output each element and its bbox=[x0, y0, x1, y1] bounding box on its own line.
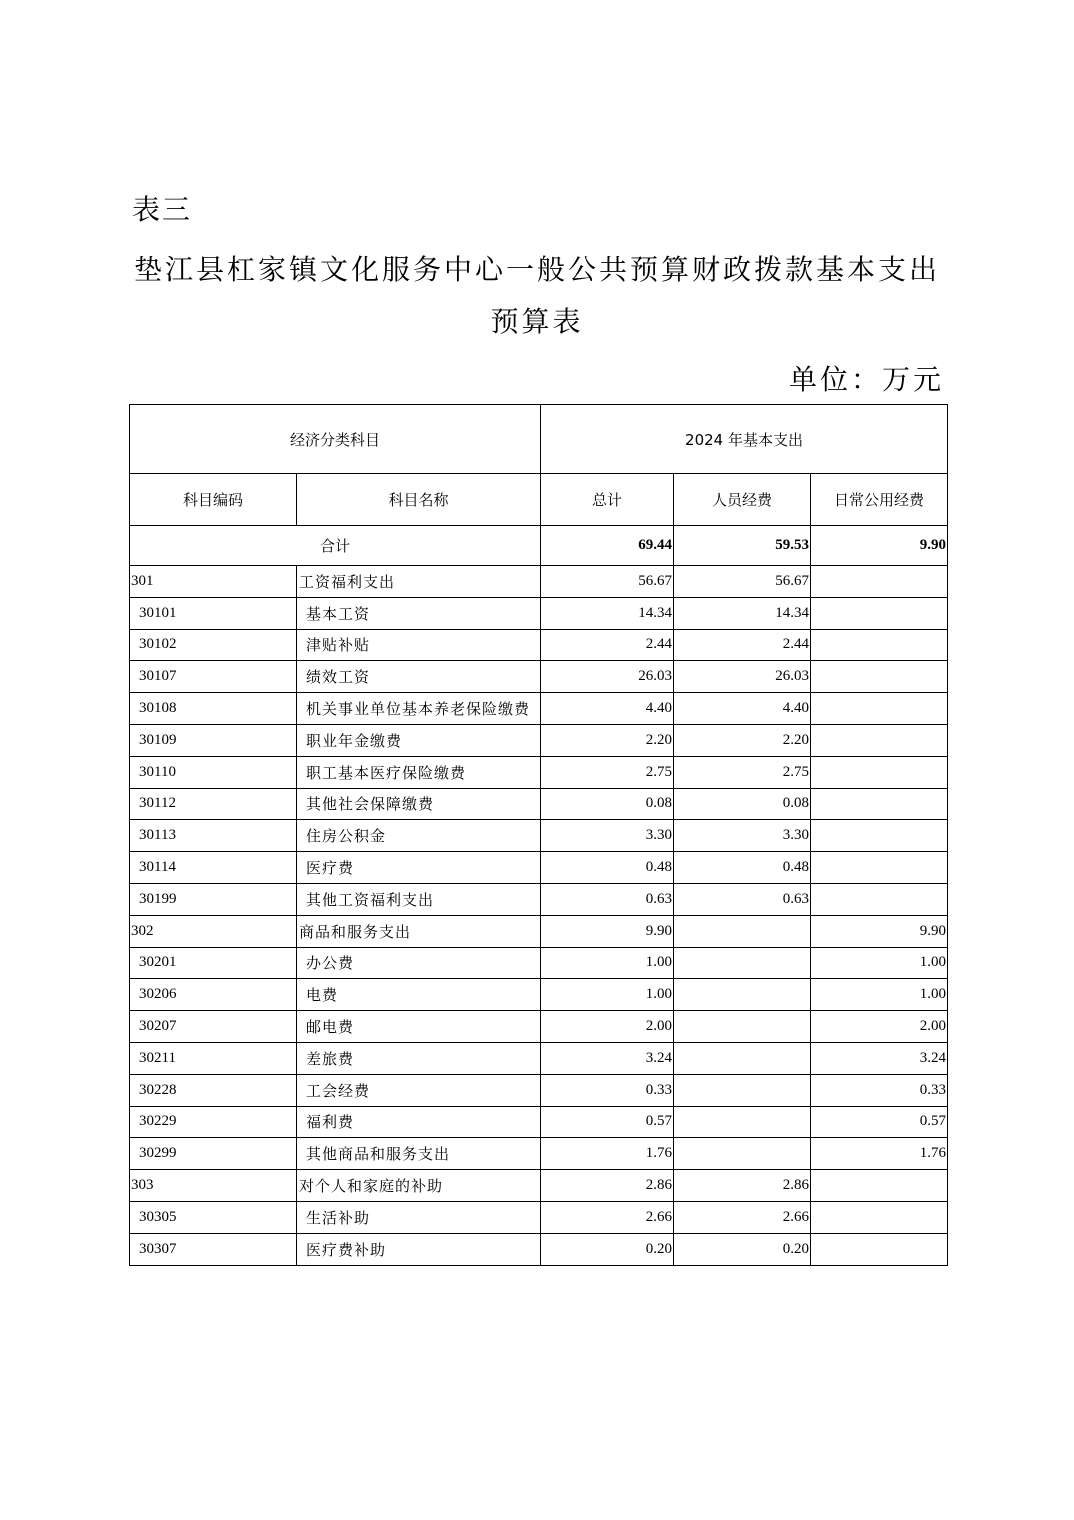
row-total: 0.63 bbox=[541, 883, 674, 915]
row-public bbox=[811, 724, 948, 756]
table-row bbox=[130, 1201, 948, 1233]
row-total: 2.86 bbox=[541, 1170, 674, 1202]
row-public: 1.00 bbox=[811, 947, 948, 979]
document-title-line2: 预算表 bbox=[490, 305, 584, 338]
row-personnel bbox=[674, 1011, 811, 1043]
row-name: 职业年金缴费 bbox=[297, 724, 541, 756]
row-code: 30229 bbox=[130, 1106, 297, 1138]
row-code: 30211 bbox=[130, 1042, 297, 1074]
row-public: 3.24 bbox=[811, 1042, 948, 1074]
row-public bbox=[811, 597, 948, 629]
row-personnel bbox=[674, 1106, 811, 1138]
row-code: 30109 bbox=[130, 724, 297, 756]
row-code: 303 bbox=[130, 1170, 297, 1202]
row-personnel: 2.66 bbox=[674, 1201, 811, 1233]
row-public bbox=[811, 883, 948, 915]
row-personnel: 56.67 bbox=[674, 566, 811, 598]
row-code: 30107 bbox=[130, 661, 297, 693]
row-code: 30206 bbox=[130, 979, 297, 1011]
row-public: 0.57 bbox=[811, 1106, 948, 1138]
row-personnel: 0.20 bbox=[674, 1233, 811, 1265]
row-public bbox=[811, 629, 948, 661]
table-row bbox=[130, 1138, 948, 1170]
row-name: 基本工资 bbox=[297, 597, 541, 629]
row-total: 2.00 bbox=[541, 1011, 674, 1043]
row-name: 商品和服务支出 bbox=[297, 915, 541, 947]
row-name: 生活补助 bbox=[297, 1201, 541, 1233]
row-personnel bbox=[674, 1138, 811, 1170]
table-row bbox=[130, 788, 948, 820]
row-name: 工资福利支出 bbox=[297, 566, 541, 598]
row-public bbox=[811, 661, 948, 693]
row-name: 绩效工资 bbox=[297, 661, 541, 693]
table-row bbox=[130, 693, 948, 725]
row-total: 3.24 bbox=[541, 1042, 674, 1074]
row-total: 14.34 bbox=[541, 597, 674, 629]
row-name: 住房公积金 bbox=[297, 820, 541, 852]
table-row bbox=[130, 947, 948, 979]
row-name: 机关事业单位基本养老保险缴费 bbox=[297, 693, 541, 725]
row-code: 30112 bbox=[130, 788, 297, 820]
row-code: 30102 bbox=[130, 629, 297, 661]
row-code: 30305 bbox=[130, 1201, 297, 1233]
table-row bbox=[130, 852, 948, 884]
row-public bbox=[811, 1170, 948, 1202]
row-code: 302 bbox=[130, 915, 297, 947]
table-row bbox=[130, 661, 948, 693]
row-total: 0.33 bbox=[541, 1074, 674, 1106]
row-personnel: 14.34 bbox=[674, 597, 811, 629]
row-total: 2.20 bbox=[541, 724, 674, 756]
row-personnel: 2.86 bbox=[674, 1170, 811, 1202]
header-row-2 bbox=[130, 474, 948, 526]
row-total: 3.30 bbox=[541, 820, 674, 852]
row-code: 30201 bbox=[130, 947, 297, 979]
row-total: 0.57 bbox=[541, 1106, 674, 1138]
row-public: 1.76 bbox=[811, 1138, 948, 1170]
row-code: 30299 bbox=[130, 1138, 297, 1170]
row-total: 0.48 bbox=[541, 852, 674, 884]
row-code: 30110 bbox=[130, 756, 297, 788]
table-row bbox=[130, 629, 948, 661]
header-name: 科目名称 bbox=[297, 474, 541, 526]
row-personnel bbox=[674, 979, 811, 1011]
row-public bbox=[811, 1233, 948, 1265]
row-name: 对个人和家庭的补助 bbox=[297, 1170, 541, 1202]
row-name: 差旅费 bbox=[297, 1042, 541, 1074]
row-name: 工会经费 bbox=[297, 1074, 541, 1106]
row-name: 医疗费 bbox=[297, 852, 541, 884]
row-name: 其他工资福利支出 bbox=[297, 883, 541, 915]
row-total: 2.44 bbox=[541, 629, 674, 661]
row-total: 4.40 bbox=[541, 693, 674, 725]
row-total: 0.08 bbox=[541, 788, 674, 820]
table-row bbox=[130, 1042, 948, 1074]
row-public bbox=[811, 1201, 948, 1233]
row-public: 2.00 bbox=[811, 1011, 948, 1043]
row-name: 福利费 bbox=[297, 1106, 541, 1138]
row-code: 30113 bbox=[130, 820, 297, 852]
table-row bbox=[130, 756, 948, 788]
row-code: 301 bbox=[130, 566, 297, 598]
row-code: 30207 bbox=[130, 1011, 297, 1043]
table-row bbox=[130, 883, 948, 915]
row-personnel bbox=[674, 1042, 811, 1074]
sum-label: 合计 bbox=[130, 526, 541, 566]
row-total: 2.75 bbox=[541, 756, 674, 788]
row-code: 30228 bbox=[130, 1074, 297, 1106]
row-name: 办公费 bbox=[297, 947, 541, 979]
row-public: 0.33 bbox=[811, 1074, 948, 1106]
row-public bbox=[811, 756, 948, 788]
row-public: 1.00 bbox=[811, 979, 948, 1011]
row-personnel: 4.40 bbox=[674, 693, 811, 725]
header-public: 日常公用经费 bbox=[811, 474, 948, 526]
row-public bbox=[811, 566, 948, 598]
row-public bbox=[811, 788, 948, 820]
header-personnel: 人员经费 bbox=[674, 474, 811, 526]
row-name: 津贴补贴 bbox=[297, 629, 541, 661]
row-personnel bbox=[674, 915, 811, 947]
row-name: 职工基本医疗保险缴费 bbox=[297, 756, 541, 788]
row-personnel: 2.44 bbox=[674, 629, 811, 661]
row-total: 1.76 bbox=[541, 1138, 674, 1170]
table-row bbox=[130, 597, 948, 629]
row-personnel bbox=[674, 947, 811, 979]
row-total: 0.20 bbox=[541, 1233, 674, 1265]
row-total: 1.00 bbox=[541, 947, 674, 979]
row-code: 30307 bbox=[130, 1233, 297, 1265]
row-code: 30101 bbox=[130, 597, 297, 629]
row-personnel: 2.20 bbox=[674, 724, 811, 756]
row-personnel: 0.08 bbox=[674, 788, 811, 820]
row-name: 电费 bbox=[297, 979, 541, 1011]
row-personnel: 2.75 bbox=[674, 756, 811, 788]
budget-table bbox=[129, 404, 948, 1266]
row-code: 30114 bbox=[130, 852, 297, 884]
table-row bbox=[130, 566, 948, 598]
row-total: 2.66 bbox=[541, 1201, 674, 1233]
row-public bbox=[811, 852, 948, 884]
row-total: 56.67 bbox=[541, 566, 674, 598]
sum-public: 9.90 bbox=[811, 526, 948, 566]
sum-total: 69.44 bbox=[541, 526, 674, 566]
row-name: 其他商品和服务支出 bbox=[297, 1138, 541, 1170]
row-name: 医疗费补助 bbox=[297, 1233, 541, 1265]
row-name: 邮电费 bbox=[297, 1011, 541, 1043]
table-row bbox=[130, 1106, 948, 1138]
row-public bbox=[811, 693, 948, 725]
row-total: 26.03 bbox=[541, 661, 674, 693]
row-personnel: 3.30 bbox=[674, 820, 811, 852]
document-title: 垫江县杠家镇文化服务中心一般公共预算财政拨款基本支出 bbox=[133, 253, 940, 286]
row-personnel: 0.48 bbox=[674, 852, 811, 884]
table-row bbox=[130, 724, 948, 756]
row-code: 30199 bbox=[130, 883, 297, 915]
table-label: 表三 bbox=[132, 193, 193, 226]
table-row bbox=[130, 1074, 948, 1106]
row-personnel bbox=[674, 1074, 811, 1106]
row-total: 9.90 bbox=[541, 915, 674, 947]
row-personnel: 0.63 bbox=[674, 883, 811, 915]
table-row bbox=[130, 1170, 948, 1202]
sum-row bbox=[130, 526, 948, 566]
table-row bbox=[130, 1011, 948, 1043]
row-public bbox=[811, 820, 948, 852]
row-code: 30108 bbox=[130, 693, 297, 725]
table-row bbox=[130, 820, 948, 852]
row-personnel: 26.03 bbox=[674, 661, 811, 693]
table-row bbox=[130, 1233, 948, 1265]
row-public: 9.90 bbox=[811, 915, 948, 947]
header-code: 科目编码 bbox=[130, 474, 297, 526]
header-year-group: 2024 年基本支出 bbox=[541, 405, 948, 474]
unit-label: 单位：万元 bbox=[788, 363, 944, 396]
header-total: 总计 bbox=[541, 474, 674, 526]
table-row bbox=[130, 915, 948, 947]
header-category: 经济分类科目 bbox=[130, 405, 541, 474]
header-row-1 bbox=[130, 405, 948, 474]
table-row bbox=[130, 979, 948, 1011]
sum-personnel: 59.53 bbox=[674, 526, 811, 566]
row-name: 其他社会保障缴费 bbox=[297, 788, 541, 820]
row-total: 1.00 bbox=[541, 979, 674, 1011]
